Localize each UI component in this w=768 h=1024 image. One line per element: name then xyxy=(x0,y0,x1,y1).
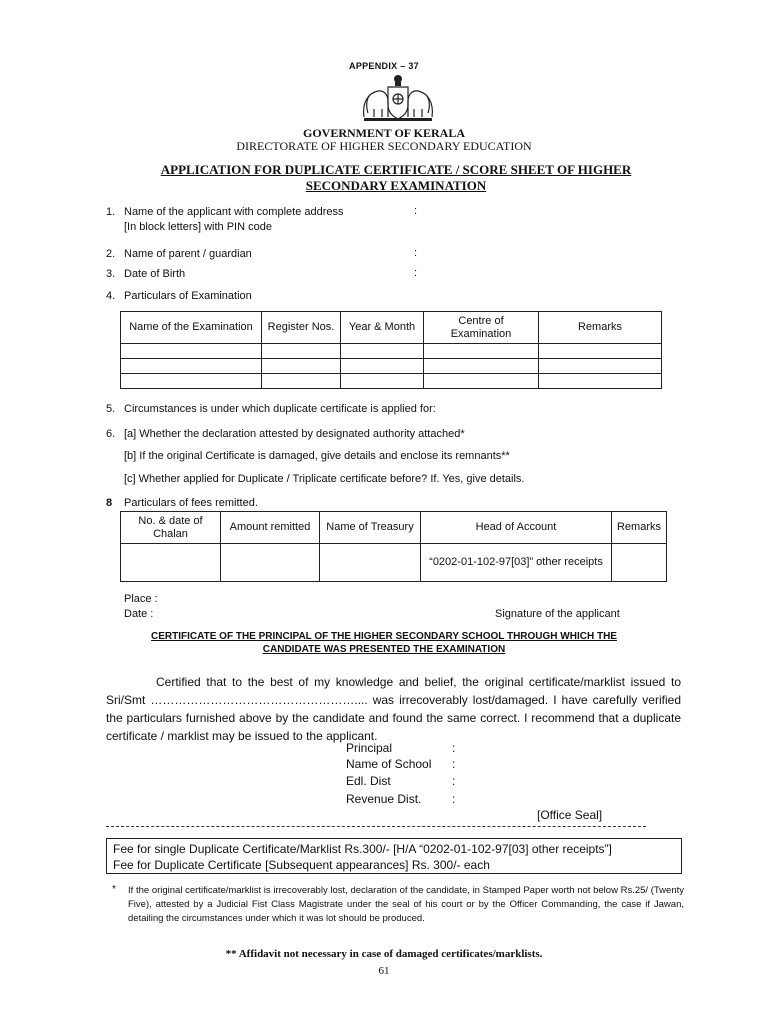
item-6c-label: [c] Whether applied for Duplicate / Triplicate certificate before? If. Yes, give details. xyxy=(124,473,525,485)
footnote-text: If the original certificate/marklist is irrecoverably lost, declaration of the candidate, in Stamped Paper worth not below Rs.25/ (Twenty Five), attested by a Judicial Fist Class Magistrate under the seal of his court or by the Officer Commanding, the case if Jawan, detailing the circumstances under which it was lot should be produced. xyxy=(128,885,684,924)
item-5-label: Circumstances is under which duplicate certificate is applied for: xyxy=(124,403,436,415)
table-cell[interactable] xyxy=(424,359,539,374)
appendix-label: APPENDIX – 37 xyxy=(349,61,419,71)
item-3-colon: : xyxy=(414,267,418,279)
principal-label: Principal xyxy=(346,741,393,755)
item-8-number: 8 xyxy=(106,497,113,509)
item-1-number: 1. xyxy=(106,206,116,218)
item-2-label: Name of parent / guardian xyxy=(124,248,252,260)
table-row xyxy=(121,544,667,582)
revenue-dist-colon: : xyxy=(452,792,456,806)
school-name-label: Name of School xyxy=(346,757,432,771)
edl-dist-colon: : xyxy=(452,774,456,788)
directorate-heading: DIRECTORATE OF HIGHER SECONDARY EDUCATION xyxy=(236,139,532,153)
form-title-line1: APPLICATION FOR DUPLICATE CERTIFICATE / SCORE SHEET OF HIGHER xyxy=(160,162,632,177)
table-cell[interactable] xyxy=(539,359,662,374)
exam-table-header-row xyxy=(121,312,662,344)
item-6b-label: [b] If the original Certificate is damaged, give details and enclose its remnants** xyxy=(124,450,510,462)
school-colon: : xyxy=(452,757,456,771)
fee-line-1: Fee for single Duplicate Certificate/Marklist Rs.300/- [H/A “0202-01-102-97[03] other receipts”] xyxy=(113,842,612,856)
item-1-colon: : xyxy=(414,205,418,217)
certificate-title-line1: CERTIFICATE OF THE PRINCIPAL OF THE HIGHER SECONDARY SCHOOL THROUGH WHICH THE xyxy=(151,631,617,642)
head-of-account-value: “0202-01-102-97[03]” other receipts xyxy=(421,544,612,582)
table-cell[interactable] xyxy=(121,359,262,374)
table-cell[interactable] xyxy=(341,359,424,374)
fee-header-treasury: Name of Treasury xyxy=(320,512,421,544)
exam-header-year: Year & Month xyxy=(341,312,424,344)
table-cell[interactable] xyxy=(262,374,341,389)
table-cell[interactable] xyxy=(424,344,539,359)
fee-table-header-row xyxy=(121,512,667,544)
form-title xyxy=(120,162,672,194)
applicant-signature-label: Signature of the applicant xyxy=(495,608,620,620)
item-6-number: 6. xyxy=(106,428,116,440)
table-cell[interactable] xyxy=(612,544,667,582)
principal-colon: : xyxy=(452,741,456,755)
exam-header-name: Name of the Examination xyxy=(121,312,262,344)
page-number: 61 xyxy=(378,965,390,977)
place-label: Place : xyxy=(124,593,158,605)
fee-header-head-of-account: Head of Account xyxy=(421,512,612,544)
fee-header-remarks: Remarks xyxy=(612,512,667,544)
item-5-number: 5. xyxy=(106,403,116,415)
fee-table xyxy=(120,511,667,582)
table-cell[interactable] xyxy=(121,544,221,582)
item-3-label: Date of Birth xyxy=(124,268,186,280)
certificate-paragraph xyxy=(106,673,681,745)
item-6a-label: [a] Whether the declaration attested by designated authority attached* xyxy=(124,428,465,440)
item-2-number: 2. xyxy=(106,248,116,260)
item-4-number: 4. xyxy=(106,290,116,302)
table-row xyxy=(121,359,662,374)
revenue-dist-label: Revenue Dist. xyxy=(346,792,422,806)
fee-line-2: Fee for Duplicate Certificate [Subsequent appearances] Rs. 300/- each xyxy=(113,858,490,872)
table-cell[interactable] xyxy=(320,544,421,582)
table-row xyxy=(121,374,662,389)
table-cell[interactable] xyxy=(121,344,262,359)
table-cell[interactable] xyxy=(221,544,320,582)
exam-header-remarks: Remarks xyxy=(539,312,662,344)
exam-table xyxy=(120,311,662,389)
table-cell[interactable] xyxy=(341,374,424,389)
item-2-colon: : xyxy=(414,247,418,259)
affidavit-note: ** Affidavit not necessary in case of damaged certificates/marklists. xyxy=(225,948,543,960)
item-4-label: Particulars of Examination xyxy=(124,290,252,302)
table-cell[interactable] xyxy=(262,344,341,359)
form-title-line2: SECONDARY EXAMINATION xyxy=(305,178,487,193)
table-cell[interactable] xyxy=(262,359,341,374)
item-8-label: Particulars of fees remitted. xyxy=(124,497,258,509)
footnote-star: * xyxy=(112,884,116,895)
edl-dist-label: Edl. Dist xyxy=(346,774,391,788)
table-row xyxy=(121,344,662,359)
item-3-number: 3. xyxy=(106,268,116,280)
table-cell[interactable] xyxy=(341,344,424,359)
government-heading: GOVERNMENT OF KERALA xyxy=(302,126,465,140)
item-1-label: Name of the applicant with complete address xyxy=(124,206,344,218)
kerala-emblem-icon xyxy=(360,73,436,125)
exam-header-centre: Centre of Examination xyxy=(424,312,539,344)
certificate-title-line2: CANDIDATE WAS PRESENTED THE EXAMINATION xyxy=(262,644,506,655)
certificate-text: Certified that to the best of my knowledge and belief, the original certificate/marklist issued to Sri/Smt …………………………………………….... was irrecoverably lost/damaged. I have carefully verified the particulars furnished above by the candidate and found the same correct. I recommend that a duplicate certificate / marklist may be issued to the applicant. xyxy=(106,675,681,743)
date-label: Date : xyxy=(124,608,154,620)
fee-header-chalan: No. & date of Chalan xyxy=(121,512,221,544)
table-cell[interactable] xyxy=(121,374,262,389)
table-cell[interactable] xyxy=(424,374,539,389)
fee-info-box xyxy=(106,838,682,874)
table-cell[interactable] xyxy=(539,344,662,359)
certificate-title xyxy=(100,630,668,656)
item-1-sublabel: [In block letters] with PIN code xyxy=(124,221,272,233)
divider-line xyxy=(106,826,646,827)
exam-header-register: Register Nos. xyxy=(262,312,341,344)
table-cell[interactable] xyxy=(539,374,662,389)
office-seal-label: [Office Seal] xyxy=(537,808,603,822)
fee-header-amount: Amount remitted xyxy=(221,512,320,544)
